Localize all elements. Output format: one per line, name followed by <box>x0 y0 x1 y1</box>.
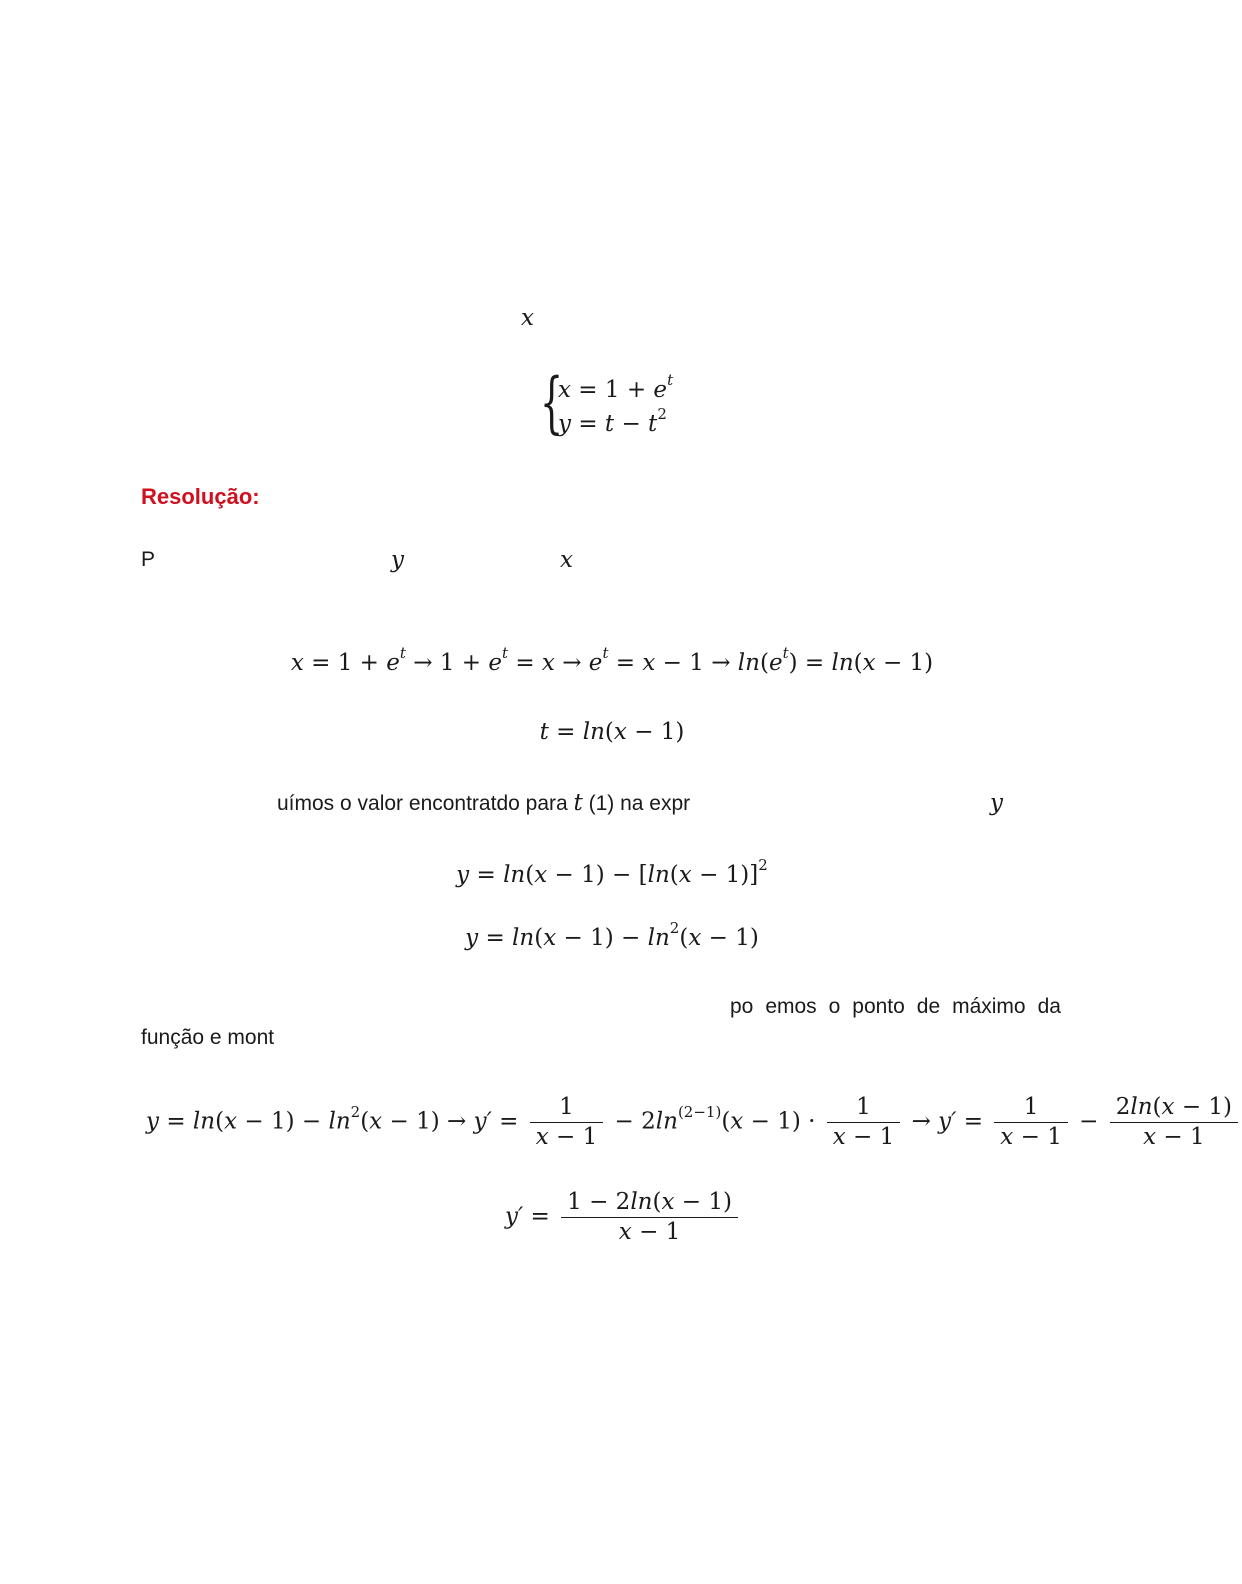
fraction: $\frac{1 - 2\ln(x - 1)}{x - 1}$ <box>561 1188 738 1247</box>
paragraph-3-word: emos <box>765 995 817 1018</box>
paragraph-3-line-1 <box>730 995 1061 1019</box>
system-equation-2: $y = t - t^2$ <box>558 405 667 437</box>
paragraph-3-word: de <box>916 995 941 1018</box>
paragraph-1-start: P <box>141 548 156 571</box>
equation-3: $y = \ln(x - 1) - [\ln(x - 1)]^2$ <box>456 856 768 888</box>
paragraph-3-word: o <box>828 995 841 1018</box>
equation-6: y′ = $\frac{1 - 2\ln(x - 1)}{x - 1}$ <box>505 1188 742 1247</box>
equation-1: $x = 1 + e^t \to 1 + e^t = x \to e^t = x - 1 \to \ln(e^t) = \ln(x - 1)$ <box>290 644 934 676</box>
resolution-heading: Resolução: <box>141 484 260 509</box>
paragraph-2-text <box>277 790 690 816</box>
fraction: $\frac{1}{x - 1}$ <box>827 1093 901 1152</box>
paragraph-2-text-a: uímos o valor encontratdo para <box>277 792 568 815</box>
paragraph-2-text-b: (1) na expr <box>588 792 691 815</box>
equation-5: $y = \ln(x - 1) - \ln^2(x - 1) \to y'$ = $\frac{1}{x - 1}$ − $2\ln^{(2-1)}(x - 1)$ · $\frac{1}{x - 1}$ → y′ = $\frac{1}{x - 1}$ − $\frac{2\ln(x - 1)}{x - 1}$ <box>146 1093 1066 1152</box>
fraction: $\frac{1}{x - 1}$ <box>994 1093 1068 1152</box>
system-equation-1: $x = 1 + e^t$ <box>558 371 674 403</box>
equation-4: $y = \ln(x - 1) - \ln^2(x - 1)$ <box>465 919 759 951</box>
system-brace: { <box>540 364 564 441</box>
fraction: $\frac{1}{x - 1}$ <box>530 1093 604 1152</box>
equation-2: t = ln(x − 1) <box>539 719 685 745</box>
problem-variable-x: x <box>521 305 534 331</box>
paragraph-1-var-x: x <box>560 547 573 573</box>
paragraph-3-word: máximo <box>952 995 1026 1018</box>
fraction: $\frac{2\ln(x - 1)}{x - 1}$ <box>1110 1093 1238 1152</box>
paragraph-3-word: da <box>1037 995 1061 1018</box>
paragraph-2-var-y: y <box>990 790 1003 816</box>
paragraph-3-word: ponto <box>852 995 905 1018</box>
paragraph-2-var-t: t <box>573 790 583 816</box>
paragraph-3-line-2: função e mont <box>141 1026 275 1049</box>
paragraph-1-var-y: y <box>391 547 404 573</box>
paragraph-3-word: po <box>730 995 754 1018</box>
